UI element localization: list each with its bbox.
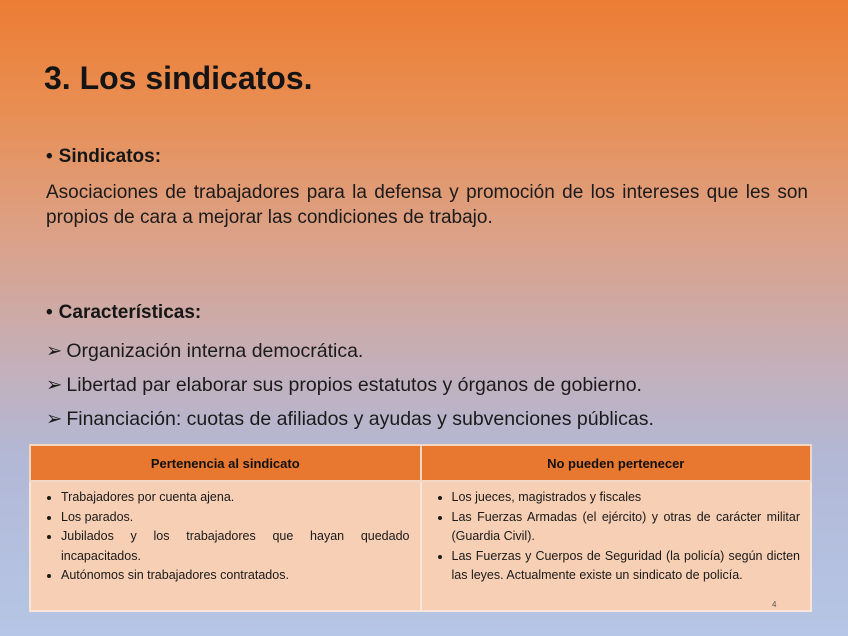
caracteristicas-heading-text: Características: <box>58 302 202 323</box>
header-no-pueden: No pueden pertenecer <box>421 445 812 481</box>
list-item: ➢ Financiación: cuotas de afiliados y ayudas y subvenciones públicas. <box>46 408 654 430</box>
list-item: ➢ Libertad par elaborar sus propios estatutos y órganos de gobierno. <box>46 374 642 396</box>
no-pueden-list <box>428 488 801 586</box>
arrow-bullet-icon: ➢ <box>46 374 63 396</box>
caracteristicas-list <box>46 334 654 436</box>
list-item: • Jubilados y los trabajadores que hayan quedado incapacitados. <box>61 527 410 566</box>
bullet-icon: • <box>46 302 53 323</box>
list-item: • Los jueces, magistrados y fiscales <box>452 488 801 508</box>
list-item: ➢ Organización interna democrática. <box>46 340 364 362</box>
slide-title: 3. Los sindicatos. <box>44 60 313 96</box>
sindicatos-definition: Asociaciones de trabajadores para la defensa y promoción de los intereses que les son propios de cara a mejorar las condiciones de trabajo. <box>46 182 808 228</box>
bullet-icon: • <box>46 146 53 167</box>
list-item: • Autónomos sin trabajadores contratados. <box>61 566 410 586</box>
table-header-row <box>30 445 811 481</box>
caracteristicas-heading <box>46 302 201 324</box>
pertenencia-cell <box>30 481 421 611</box>
arrow-bullet-icon: ➢ <box>46 408 63 430</box>
table-row <box>30 481 811 611</box>
sindicatos-heading-text: Sindicatos: <box>58 146 162 167</box>
header-pertenencia: Pertenencia al sindicato <box>30 445 421 481</box>
list-item: • Los parados. <box>61 508 410 528</box>
sindicatos-heading <box>46 146 161 168</box>
no-pueden-cell <box>421 481 812 611</box>
page-number: 4 <box>772 600 777 609</box>
pertenencia-list <box>37 488 410 586</box>
membership-table <box>29 444 812 612</box>
arrow-bullet-icon: ➢ <box>46 340 63 362</box>
list-item: • Trabajadores por cuenta ajena. <box>61 488 410 508</box>
list-item: • Las Fuerzas y Cuerpos de Seguridad (la policía) según dicten las leyes. Actualmente existe un sindicato de policía. <box>452 547 801 586</box>
list-item: • Las Fuerzas Armadas (el ejército) y otras de carácter militar (Guardia Civil). <box>452 508 801 547</box>
